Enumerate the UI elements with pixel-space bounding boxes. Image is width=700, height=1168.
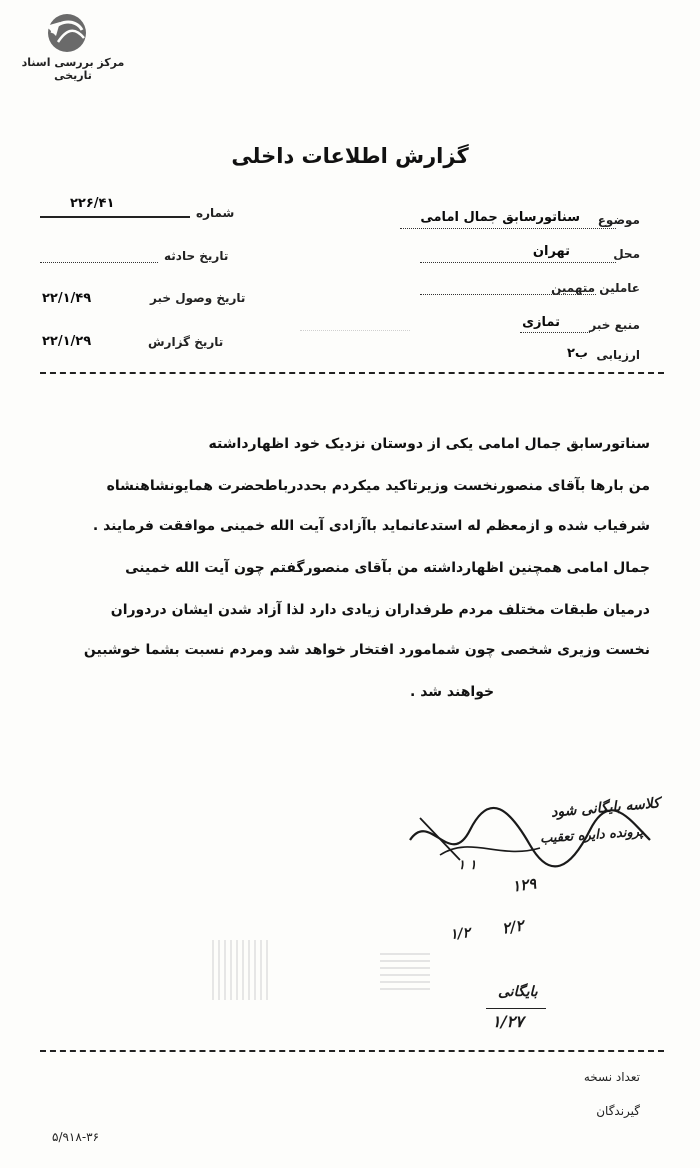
suspects-label: عاملین متهمین [551, 281, 640, 295]
archive-org-name: مرکز بررسی اسناد تاریخی [21, 56, 125, 82]
body-line-5: درمیان طبقات مختلف مردم طرفداران زیادی دارد لذا آزاد شدن ایشان دردوران [110, 602, 650, 618]
suspects-dotted-line [420, 294, 596, 295]
report-date-label: تاریخ گزارش [148, 335, 224, 349]
form-code: ۵/۹۱۸-۳۶ [52, 1130, 100, 1144]
handwritten-annotation-1: کلاسه بایگانی شود [550, 795, 661, 821]
number-label: شماره [196, 206, 235, 220]
report-date-value: ۲۲/۱/۲۹ [42, 334, 92, 349]
body-line-2: من بارها بآقای منصورنخست وزیرتاکید میکردم بحددرباطحضرت همایونشاهنشاه [106, 478, 650, 494]
header-separator [40, 372, 664, 374]
recipients-label: گیرندگان [596, 1104, 640, 1118]
subject-value: سناتورسابق جمال امامی [420, 210, 580, 225]
source-dotted-line [520, 332, 590, 333]
body-line-7: خواهند شد . [410, 684, 495, 700]
handwritten-number-3: ۱/۲ [449, 924, 471, 944]
event-date-label: تاریخ حادثه [164, 249, 229, 263]
body-line-4: جمال امامی همچنین اظهارداشته من بآقای منصورگفتم چون آیت الله خمینی [125, 560, 650, 576]
body-line-6: نخست وزیری شخصی چون شمامورد افتخار خواهد شد ومردم نسبت بشما خوشبین [83, 642, 650, 658]
number-value: ۲۲۶/۴۱ [70, 196, 115, 211]
receipt-date-label: تاریخ وصول خبر [150, 291, 246, 305]
smudge-mark-2 [380, 950, 430, 990]
handwritten-mark-small: ۱ ۱ [458, 858, 477, 873]
footer-separator [40, 1050, 664, 1052]
handwritten-number-1: ۱۲۹ [510, 874, 538, 896]
number-underline [40, 216, 190, 218]
place-value: تهران [532, 244, 570, 259]
faded-stamp-mark [300, 300, 410, 331]
place-dotted-line [420, 262, 616, 263]
handwritten-paraph: بایگانی [498, 984, 538, 1000]
smudge-mark-1 [212, 940, 272, 1000]
subject-dotted-line [400, 228, 616, 229]
source-label: منبع خبر [589, 318, 640, 332]
source-value: تمازی [522, 315, 560, 330]
body-line-1: سناتورسابق جمال امامی یکی از دوستان نزدیک خود اظهارداشته [208, 436, 650, 452]
rating-value: ب۲ [566, 346, 588, 361]
handwritten-annotation-2: پرونده دایره تعقیب [540, 824, 645, 847]
receipt-date-value: ۲۲/۱/۴۹ [42, 291, 92, 306]
place-label: محل [613, 247, 640, 261]
handwritten-number-2: ۲/۲ [500, 916, 525, 938]
signature-scribble [400, 800, 660, 880]
handwritten-date: ۱/۲۷ [492, 1012, 524, 1031]
paraph-underline [486, 1008, 546, 1009]
archive-logo-icon [40, 12, 94, 54]
subject-label: موضوع [597, 213, 640, 227]
event-date-dotted-line [40, 262, 158, 263]
rating-label: ارزیابی [596, 348, 640, 362]
body-line-3: شرفیاب شده و ازمعظم له استدعانماید باآزادی آیت الله خمینی موافقت فرمایند . [92, 518, 650, 534]
copies-label: تعداد نسخه [583, 1070, 640, 1084]
document-title: گزارش اطلاعات داخلی [231, 144, 469, 168]
